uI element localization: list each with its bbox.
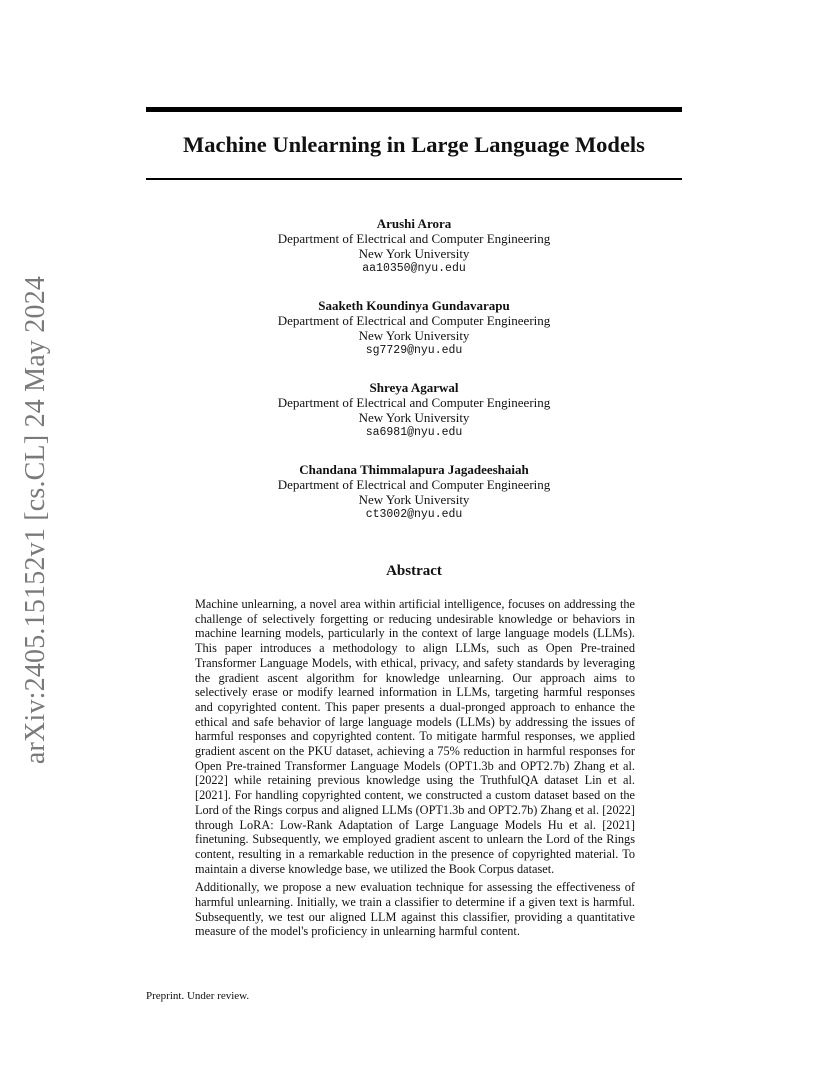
paper-title: Machine Unlearning in Large Language Models [183,132,645,157]
abstract-paragraph: Machine unlearning, a novel area within artificial intelligence, focuses on addressing the challenge of selectively forgetting or reducing undesirable knowledge or behaviors in machine learning models, particularly in the context of large language models (LLMs). This paper introduces a methodology to align LLMs, such as Open Pre-trained Transformer Language Models, with ethical, privacy, and safety standards by leveraging the gradient ascent algorithm for knowledge unlearning. Our approach aims to selectively erase or modify learned information in LLMs, targeting harmful responses and copyrighted content. This paper presents a dual-pronged approach to enhance the ethical and safe behavior of large language models (LLMs) by addressing the issues of harmful responses and copyrighted content. To mitigate harmful responses, we applied gradient ascent on the PKU dataset, achieving a 75% reduction in harmful responses for Open Pre-trained Transformer Language Models (OPT1.3b and OPT2.7b) Zhang et al. [2022] while retaining previous knowledge using the TruthfulQA dataset Lin et al. [2021]. For handling copyrighted content, we constructed a custom dataset based on the Lord of the Rings corpus and aligned LLMs (OPT1.3b and OPT2.7b) Zhang et al. [2022] through LoRA: Low-Rank Adaptation of Large Language Models Hu et al. [2021] finetuning. Subsequently, we employed gradient ascent to unlearn the Lord of the Rings content, resulting in a remarkable reduction in the presence of copyrighted material. To maintain a diverse knowledge base, we utilized the Book Corpus dataset. [195,597,635,876]
author-entry [146,298,682,380]
author-name: Arushi Arora [376,216,452,231]
author-name: Saaketh Koundinya Gundavarapu [318,298,510,313]
author-email[interactable]: aa10350@nyu.edu [362,262,466,275]
author-university: New York University [358,492,470,507]
author-department: Department of Electrical and Computer Engineering [277,395,551,410]
author-university: New York University [358,328,470,343]
author-block [146,216,682,544]
author-name: Chandana Thimmalapura Jagadeeshaiah [299,462,529,477]
author-name: Shreya Agarwal [369,380,459,395]
author-university: New York University [358,246,470,261]
abstract-body [195,597,635,943]
author-department: Department of Electrical and Computer Engineering [277,477,551,492]
author-department: Department of Electrical and Computer Engineering [277,313,551,328]
title-bottom-rule [146,178,682,180]
author-department: Department of Electrical and Computer Engineering [277,231,551,246]
author-email[interactable]: sa6981@nyu.edu [365,426,463,439]
author-entry [146,216,682,298]
title-top-rule [146,107,682,112]
author-email[interactable]: ct3002@nyu.edu [365,508,463,521]
author-entry [146,380,682,462]
preprint-footnote: Preprint. Under review. [146,990,250,1002]
author-university: New York University [358,410,470,425]
arxiv-identifier-stamp[interactable]: arXiv:2405.15152v1 [cs.CL] 24 May 2024 [20,275,51,765]
abstract-heading: Abstract [386,563,442,579]
abstract-paragraph: Additionally, we propose a new evaluation technique for assessing the effectiveness of harmful unlearning. Initially, we train a classifier to determine if a given text is harmful. Subsequently, we test our aligned LLM against this classifier, providing a quantitative measure of the model's proficiency in unlearning harmful content. [195,880,635,939]
author-email[interactable]: sg7729@nyu.edu [365,344,463,357]
author-entry [146,462,682,544]
